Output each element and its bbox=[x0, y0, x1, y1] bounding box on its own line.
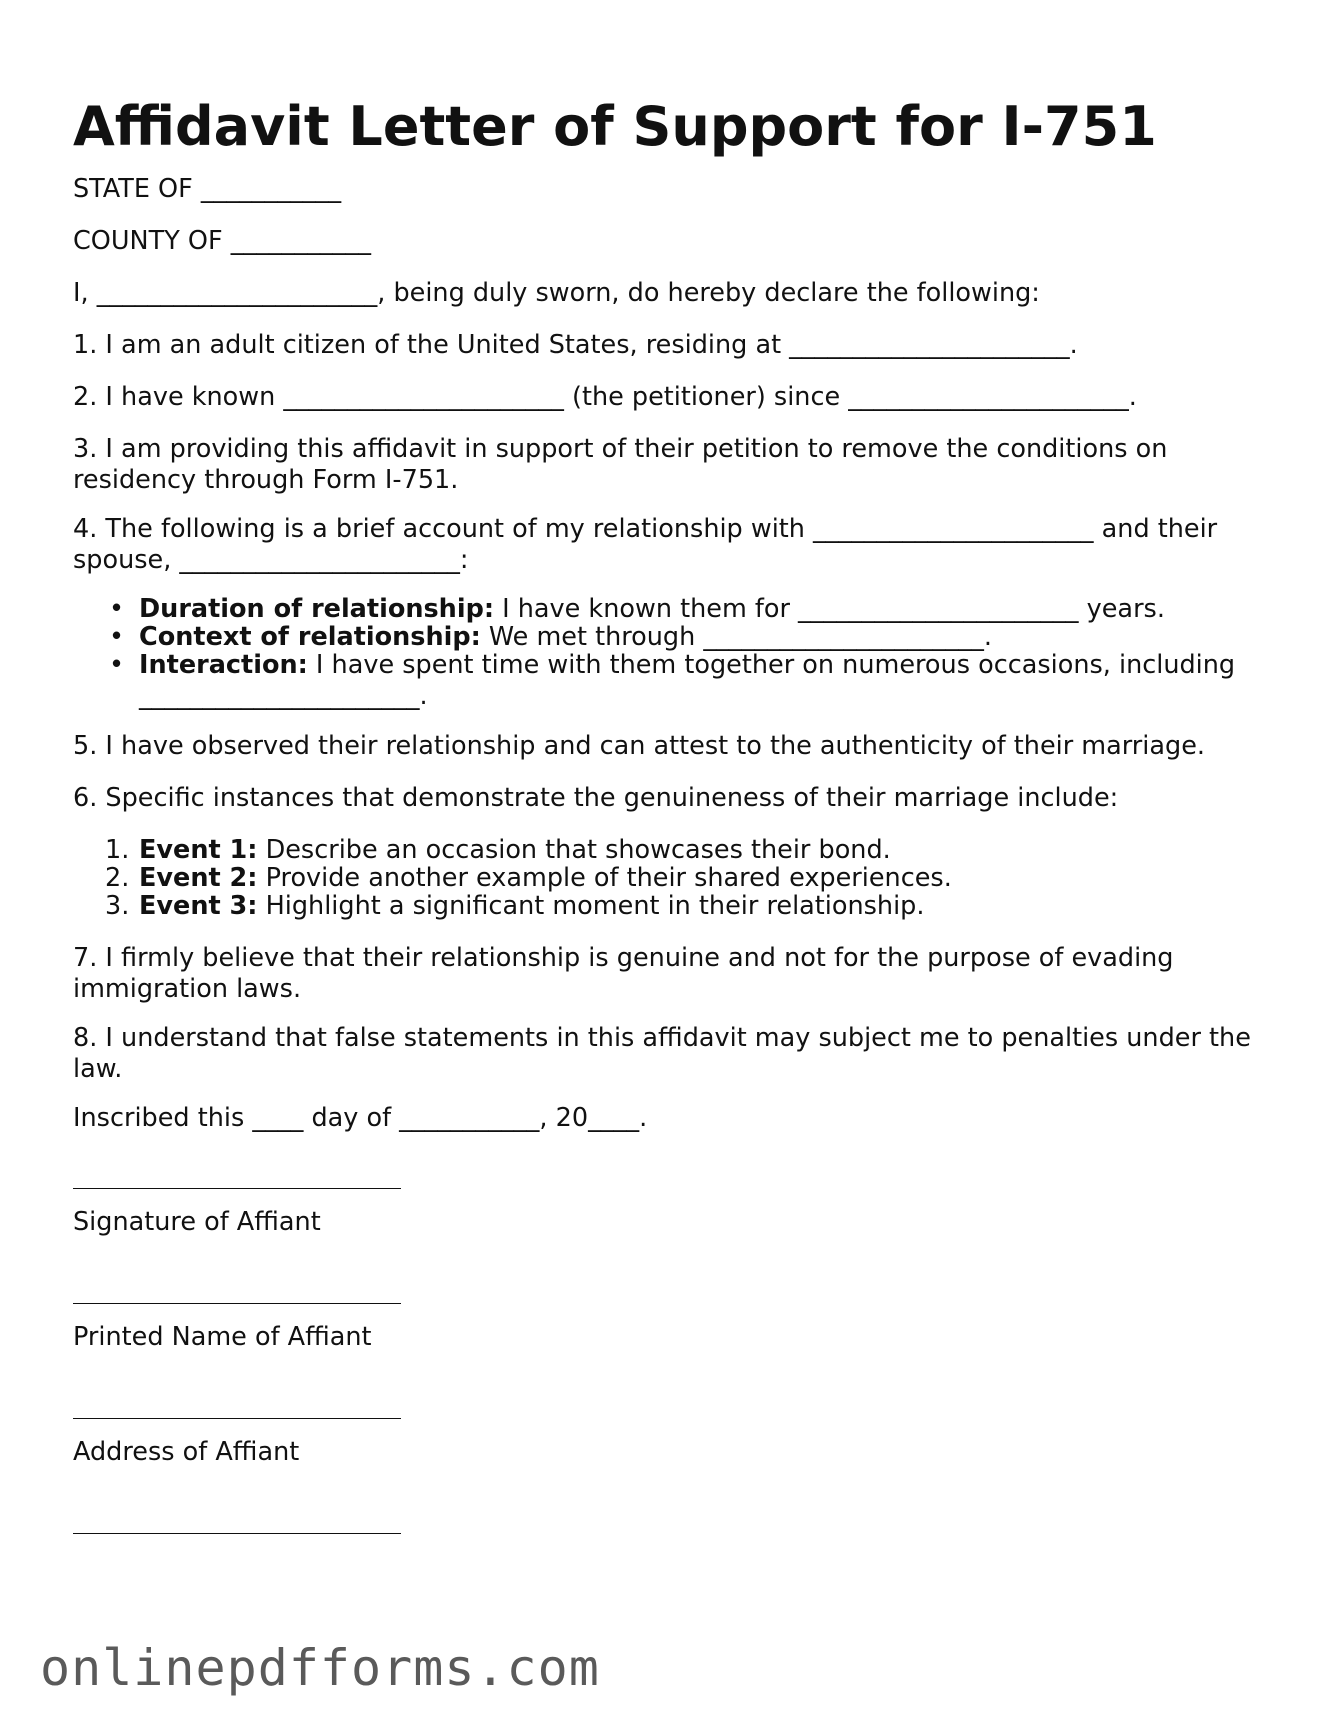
statement-6-instances: 6. Specific instances that demonstrate the genuineness of their marriage include: bbox=[73, 783, 1119, 813]
printed-name-line bbox=[73, 1303, 401, 1304]
bullet-label: Duration of relationship: bbox=[139, 594, 495, 624]
event-item bbox=[105, 891, 925, 922]
event-text: Describe an occasion that showcases their bond. bbox=[257, 835, 891, 865]
bullet-interaction bbox=[109, 650, 1279, 712]
signature-line bbox=[73, 1188, 401, 1189]
document-title: Affidavit Letter of Support for I-751 bbox=[73, 95, 1157, 158]
printed-name-label: Printed Name of Affiant bbox=[73, 1322, 372, 1352]
statement-3-purpose: 3. I am providing this affidavit in support of their petition to remove the conditions on residency through Form I-751. bbox=[73, 434, 1168, 495]
bullet-duration bbox=[109, 594, 1165, 625]
bullet-label: Context of relationship: bbox=[139, 622, 481, 652]
event-item bbox=[105, 863, 952, 894]
bullet-dot-icon: • bbox=[109, 594, 125, 624]
statement-2-known-since: 2. I have known ______________________ (the petitioner) since ______________________. bbox=[73, 382, 1137, 412]
bullet-text: I have known them for ______________________ years. bbox=[494, 594, 1165, 624]
bullet-text: I have spent time with them together on numerous occasions, including ______________________. bbox=[139, 650, 1236, 711]
statement-1-residence: 1. I am an adult citizen of the United States, residing at ______________________. bbox=[73, 330, 1078, 360]
inscribed-date-line: Inscribed this ____ day of ___________, 20____. bbox=[73, 1103, 648, 1133]
bullet-text: We met through ______________________. bbox=[480, 622, 992, 652]
watermark-logo: onlinepdfforms.com bbox=[40, 1639, 600, 1697]
event-label: Event 2: bbox=[139, 863, 258, 893]
address-label: Address of Affiant bbox=[73, 1437, 300, 1467]
event-label: Event 3: bbox=[139, 891, 258, 921]
statement-5-observed: 5. I have observed their relationship and can attest to the authenticity of their marriage. bbox=[73, 731, 1205, 761]
extra-blank-line bbox=[73, 1533, 401, 1534]
address-line bbox=[73, 1418, 401, 1419]
declarant-intro: I, ______________________, being duly sworn, do hereby declare the following: bbox=[73, 278, 1040, 308]
signature-label: Signature of Affiant bbox=[73, 1207, 321, 1237]
statement-7-belief: 7. I firmly believe that their relationship is genuine and not for the purpose of evading immigration laws. bbox=[73, 943, 1174, 1004]
bullet-context bbox=[109, 622, 992, 653]
bullet-label: Interaction: bbox=[139, 650, 308, 680]
statement-8-penalties: 8. I understand that false statements in this affidavit may subject me to penalties under the law. bbox=[73, 1023, 1251, 1084]
event-number: 3. bbox=[105, 891, 130, 921]
event-text: Highlight a significant moment in their relationship. bbox=[257, 891, 925, 921]
event-number: 1. bbox=[105, 835, 130, 865]
event-label: Event 1: bbox=[139, 835, 258, 865]
statement-4-relationship: 4. The following is a brief account of my relationship with ______________________ and their spouse, ______________________: bbox=[73, 514, 1218, 575]
bullet-dot-icon: • bbox=[109, 650, 125, 680]
event-item bbox=[105, 835, 891, 866]
bullet-dot-icon: • bbox=[109, 622, 125, 652]
county-line: COUNTY OF ___________ bbox=[73, 226, 371, 256]
state-line: STATE OF ___________ bbox=[73, 174, 342, 204]
event-number: 2. bbox=[105, 863, 130, 893]
event-text: Provide another example of their shared experiences. bbox=[257, 863, 952, 893]
